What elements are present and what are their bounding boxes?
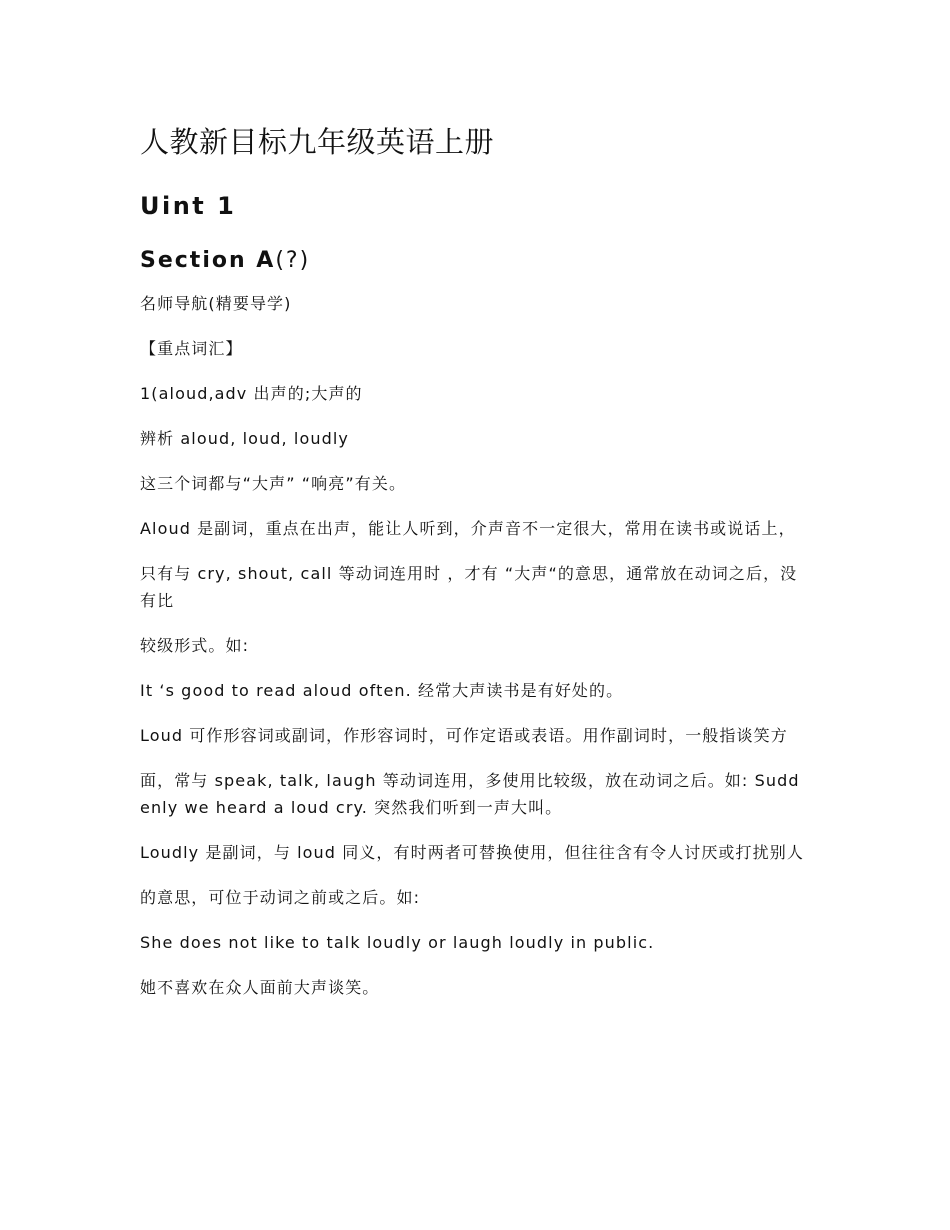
paragraph-loud-example: 面，常与 speak, talk, laugh 等动词连用，多使用比较级，放在动词之后。如: Suddenly we heard a loud cry. 突然我们听到一声大叫。 [140, 771, 800, 817]
paragraph-loud-explanation: Loud 可作形容词或副词，作形容词时，可作定语或表语。用作副词时，一般指谈笑方 [140, 726, 788, 745]
paragraph-loudly-explanation: Loudly 是副词，与 loud 同义，有时两者可替换使用，但往往含有令人讨厌或打扰别人 [140, 843, 804, 862]
paragraph-aloud-example-intro: 较级形式。如: [140, 636, 250, 655]
document-body [140, 290, 810, 1001]
paragraph-loudly-example-intro: 的意思，可位于动词之前或之后。如: [140, 888, 421, 907]
paragraph-key-vocabulary: 【重点词汇】 [140, 339, 243, 358]
paragraph-aloud-example: It ‘s good to read aloud often. 经常大声读书是有好处的。 [140, 681, 624, 700]
section-heading-label: Section A [140, 248, 276, 273]
document-content [140, 120, 810, 1019]
paragraph-discrimination: 辨析 aloud, loud, loudly [140, 429, 349, 448]
paragraph-english-example: She does not like to talk loudly or laugh loudly in public. [140, 933, 655, 952]
paragraph-teacher-guide: 名师导航(精要导学) [140, 294, 292, 313]
paragraph-aloud-explanation: Aloud 是副词，重点在出声，能让人听到，介声音不一定很大，常用在读书或说话上， [140, 519, 796, 538]
paragraph-aloud-usage: 只有与 cry, shout, call 等动词连用时 ，才有 “大声“的意思，通常放在动词之后，没有比 [140, 564, 798, 610]
section-heading-suffix: (?) [275, 248, 311, 273]
section-heading [140, 246, 810, 276]
paragraph-common-meaning: 这三个词都与“大声” “响亮”有关。 [140, 474, 407, 493]
paragraph-vocabulary-item: 1(aloud,adv 出声的;大声的 [140, 384, 363, 403]
paragraph-chinese-translation: 她不喜欢在众人面前大声谈笑。 [140, 978, 380, 997]
document-title: 人教新目标九年级英语上册 [140, 125, 495, 159]
unit-heading: Uint 1 [140, 192, 237, 220]
